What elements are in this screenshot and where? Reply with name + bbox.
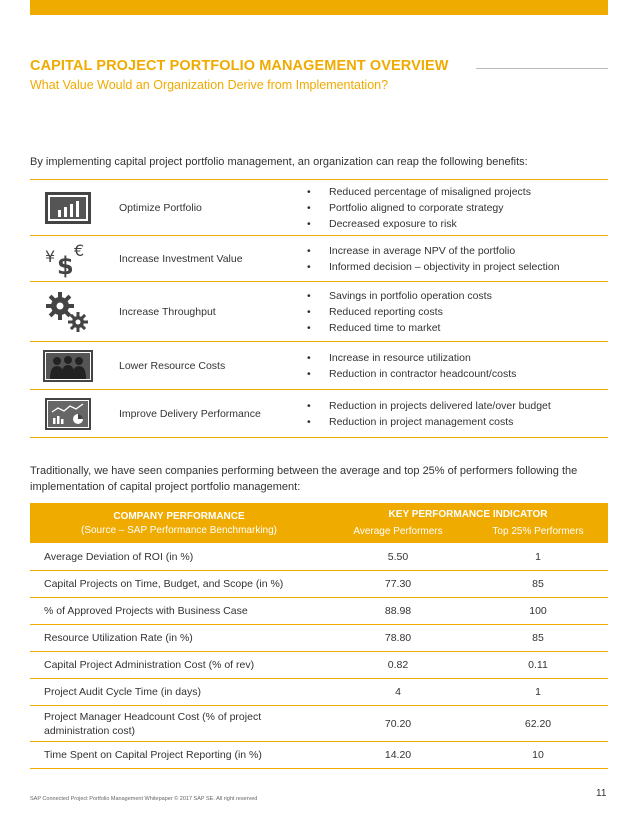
bar-chart-icon — [30, 192, 105, 224]
benefit-label: Improve Delivery Performance — [119, 407, 261, 420]
average-cell: 77.30 — [384, 578, 412, 590]
people-icon — [30, 350, 105, 382]
metric-cell: Time Spent on Capital Project Reporting (in %) — [44, 749, 262, 761]
table-row — [30, 571, 608, 598]
bullet-mark: • — [307, 415, 311, 428]
top-cell: 62.20 — [524, 717, 552, 730]
metric-cell: Project Manager Headcount Cost (% of project administration cost) — [44, 710, 262, 737]
bullet-mark: • — [307, 244, 311, 257]
metric-cell: Project Audit Cycle Time (in days) — [44, 686, 201, 698]
kpi-header — [328, 503, 608, 543]
top-accent-bar — [30, 0, 608, 15]
kpi-table-header — [30, 503, 608, 543]
company-performance-header — [30, 503, 328, 543]
average-cell: 88.98 — [384, 605, 412, 617]
metric-cell: Capital Projects on Time, Budget, and Scope (in %) — [44, 578, 284, 590]
bullet-mark: • — [307, 217, 311, 230]
bullet-text: Portfolio aligned to corporate strategy — [329, 201, 504, 214]
benefit-bullets — [283, 288, 608, 336]
currency-icon — [30, 240, 105, 278]
dashboard-icon — [30, 398, 105, 430]
top-cell: 1 — [535, 686, 541, 698]
bullet-mark: • — [307, 321, 311, 334]
table-row — [30, 543, 608, 571]
table-row — [30, 706, 608, 742]
bullet-text: Reduced percentage of misaligned projects — [329, 185, 531, 198]
company-performance-source: (Source – SAP Performance Benchmarking) — [80, 524, 277, 536]
benefit-bullets — [283, 243, 608, 275]
bullet-text: Reduction in projects delivered late/over budget — [329, 399, 551, 412]
bullet-text: Savings in portfolio operation costs — [329, 289, 492, 302]
table-row — [30, 679, 608, 706]
page-title: CAPITAL PROJECT PORTFOLIO MANAGEMENT OVERVIEW — [30, 58, 449, 74]
benefit-row — [30, 236, 608, 282]
table-row — [30, 742, 608, 769]
top-performers-header: Top 25% Performers — [492, 526, 584, 537]
intro-text: By implementing capital project portfolio management, an organization can reap the following benefits: — [30, 156, 528, 168]
company-performance-title: COMPANY PERFORMANCE — [113, 510, 245, 522]
top-cell: 0.11 — [528, 659, 548, 671]
bullet-text: Reduction in contractor headcount/costs — [329, 367, 517, 380]
benefit-bullets — [283, 184, 608, 232]
table-row — [30, 652, 608, 679]
bullet-text: Increase in resource utilization — [329, 351, 471, 364]
bullet-text: Reduced reporting costs — [329, 305, 443, 318]
metric-cell: Average Deviation of ROI (in %) — [44, 550, 194, 563]
benefit-label: Increase Throughput — [119, 305, 216, 318]
bullet-text: Reduced time to market — [329, 321, 441, 334]
metric-cell: % of Approved Projects with Business Case — [44, 605, 248, 617]
svg-text:$: $ — [56, 251, 74, 278]
bullet-mark: • — [307, 289, 311, 302]
metric-cell: Resource Utilization Rate (in %) — [44, 632, 193, 644]
bullet-mark: • — [307, 201, 311, 214]
benefit-bullets — [283, 350, 608, 382]
benefit-row — [30, 180, 608, 236]
average-cell: 14.20 — [384, 749, 412, 761]
table-row — [30, 598, 608, 625]
svg-text:€: € — [73, 240, 84, 260]
kpi-table — [30, 503, 608, 769]
benefit-row — [30, 342, 608, 390]
benefit-row — [30, 390, 608, 438]
top-cell: 100 — [529, 605, 547, 617]
benefit-bullets — [283, 398, 608, 430]
benefits-table — [30, 179, 608, 438]
performance-paragraph: Traditionally, we have seen companies performing between the average and top 25% of performers following the implementation of capital project portfolio management: — [30, 465, 578, 493]
top-cell: 10 — [532, 749, 544, 761]
bullet-text: Informed decision – objectivity in project selection — [329, 260, 560, 273]
kpi-title: KEY PERFORMANCE INDICATOR — [388, 509, 548, 520]
bullet-mark: • — [307, 260, 311, 273]
bullet-mark: • — [307, 367, 311, 380]
bullet-mark: • — [307, 185, 311, 198]
average-cell: 70.20 — [384, 717, 412, 730]
average-performers-header: Average Performers — [353, 526, 443, 537]
top-cell: 85 — [532, 578, 544, 590]
benefit-label: Optimize Portfolio — [119, 201, 202, 214]
top-cell: 1 — [535, 550, 541, 563]
metric-cell: Capital Project Administration Cost (% of rev) — [44, 659, 255, 671]
kpi-subheaders — [328, 526, 608, 537]
benefit-label: Lower Resource Costs — [119, 359, 226, 372]
bullet-text: Increase in average NPV of the portfolio — [329, 244, 516, 257]
bullet-text: Decreased exposure to risk — [329, 217, 457, 230]
average-cell: 5.50 — [387, 550, 409, 563]
title-rule — [476, 68, 608, 69]
top-cell: 85 — [532, 632, 544, 644]
table-row — [30, 625, 608, 652]
footer-text: SAP Connected Project Portfolio Management Whitepaper © 2017 SAP SE. All right reserved — [30, 796, 258, 802]
bullet-mark: • — [307, 351, 311, 364]
svg-text:¥: ¥ — [44, 246, 55, 266]
gears-icon — [30, 291, 105, 333]
average-cell: 78.80 — [384, 632, 412, 644]
average-cell: 4 — [395, 686, 401, 698]
bullet-mark: • — [307, 399, 311, 412]
page-number: 11 — [596, 788, 607, 799]
benefit-row — [30, 282, 608, 342]
benefit-label: Increase Investment Value — [119, 252, 243, 265]
bullet-mark: • — [307, 305, 311, 318]
bullet-text: Reduction in project management costs — [329, 415, 514, 428]
average-cell: 0.82 — [387, 659, 409, 671]
page-subtitle: What Value Would an Organization Derive from Implementation? — [30, 78, 389, 92]
